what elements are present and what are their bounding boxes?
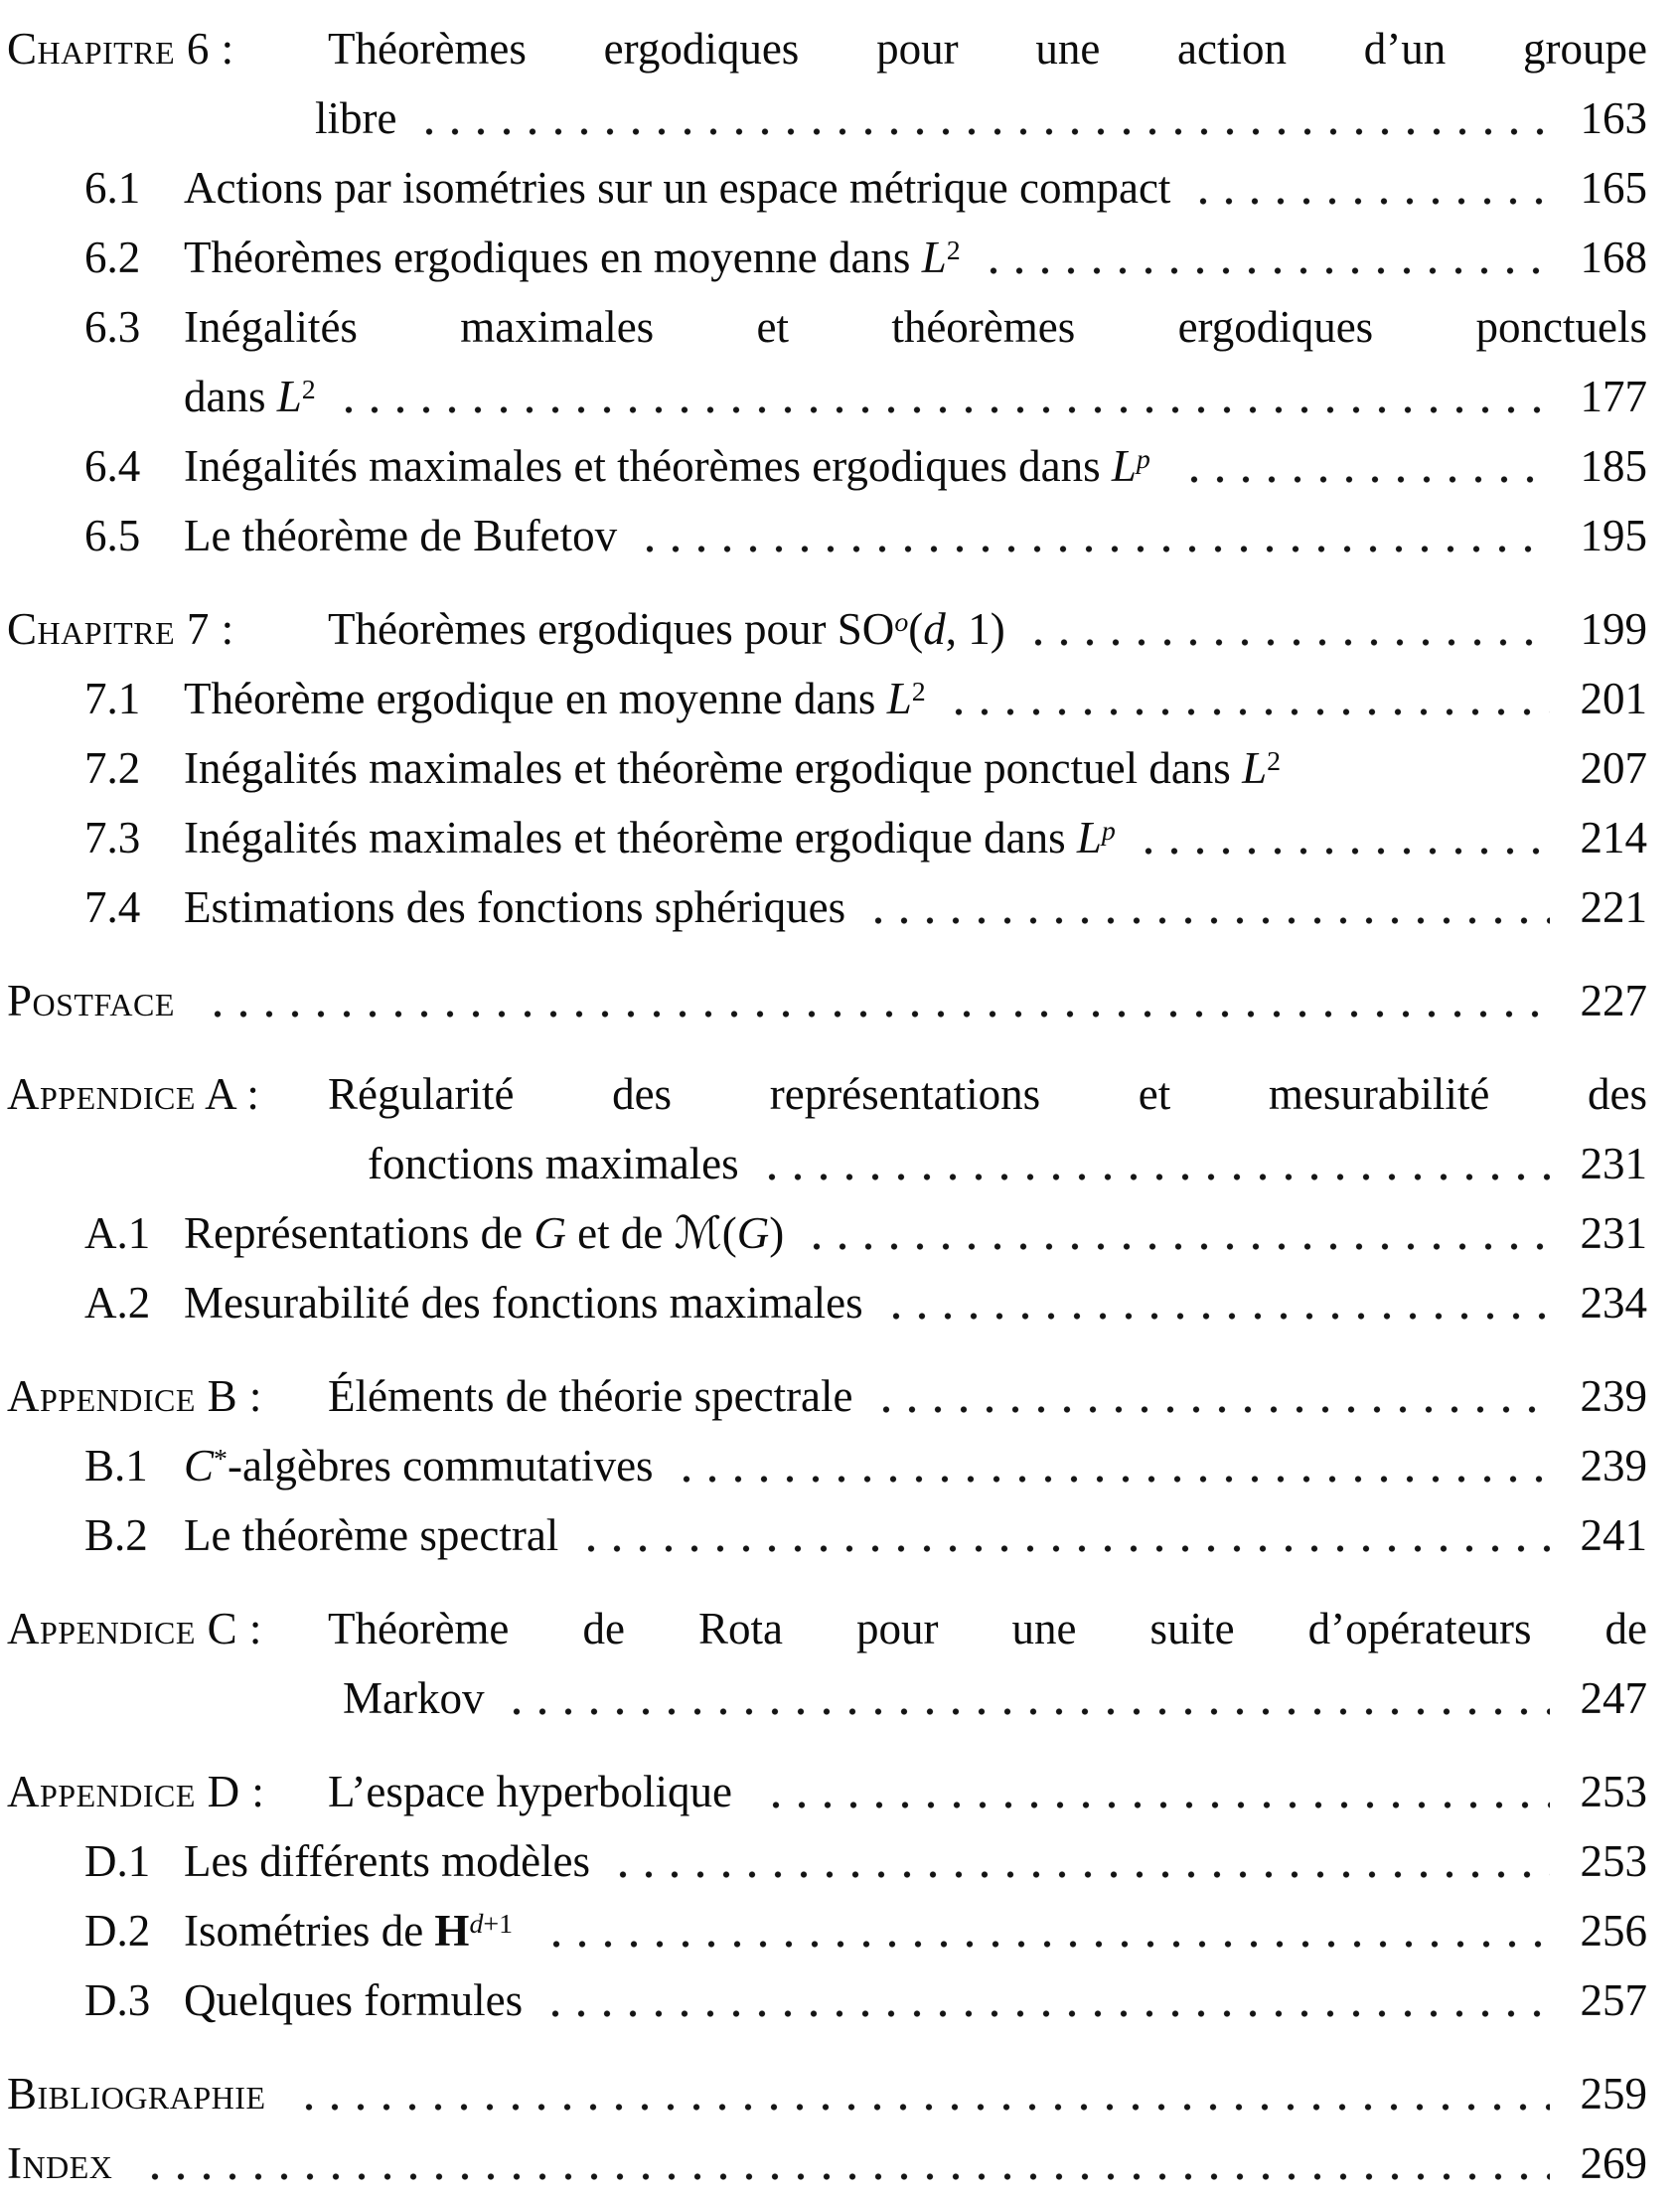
page-number: 257	[1580, 1975, 1647, 2025]
page-number: 201	[1580, 674, 1647, 723]
chapter-label: Chapitre 7 :	[7, 604, 234, 654]
page-number: 195	[1580, 511, 1647, 560]
title-segment: libre	[315, 93, 397, 143]
toc-block-chapitre-7	[7, 594, 1647, 942]
toc-row	[7, 2128, 1647, 2198]
dot-leader	[541, 1896, 1550, 1965]
toc-row	[7, 1965, 1647, 2035]
title-segment: Théorème ergodique en moyenne dans	[184, 674, 887, 723]
title-segment: L	[1076, 813, 1102, 863]
page-number: 239	[1580, 1371, 1647, 1421]
title-segment: fonctions maximales	[368, 1139, 739, 1188]
toc-row	[7, 1757, 1647, 1826]
title-segment: Inégalités maximales et théorème ergodique dans	[184, 813, 1077, 863]
title-segment: ℳ	[674, 1206, 722, 1259]
dot-leader	[608, 1826, 1550, 1896]
toc-row	[7, 1826, 1647, 1896]
title-segment: Estimations des fonctions sphériques	[184, 882, 846, 932]
toc-block-backmatter	[7, 2059, 1647, 2198]
entry-title	[184, 153, 1170, 223]
section-number: A.1	[84, 1208, 151, 1258]
page-number: 199	[1580, 604, 1647, 654]
dot-leader	[863, 872, 1550, 942]
dot-leader	[761, 1757, 1550, 1826]
title-segment: 2	[911, 677, 926, 708]
dot-leader	[414, 83, 1550, 153]
page-number: 231	[1580, 1208, 1647, 1258]
section-number: B.2	[84, 1510, 148, 1560]
title-segment: Les différents modèles	[184, 1836, 591, 1886]
title-segment	[513, 1906, 524, 1956]
entry-title	[184, 223, 961, 292]
toc-row	[7, 2059, 1647, 2128]
toc-row	[7, 501, 1647, 570]
page-number: 163	[1580, 93, 1647, 143]
entry-label: Index	[7, 2138, 113, 2188]
toc-row	[7, 223, 1647, 292]
toc-row	[7, 872, 1647, 942]
toc-row	[7, 362, 1647, 431]
toc-row	[7, 594, 1647, 664]
entry-title	[184, 362, 316, 431]
title-segment: 2	[1267, 746, 1282, 778]
entry-title	[184, 1896, 524, 1965]
entry-title	[184, 1826, 590, 1896]
page-number: 221	[1580, 882, 1647, 932]
dot-leader	[1179, 431, 1550, 501]
title-segment: et de	[565, 1208, 675, 1258]
toc-rows	[7, 14, 1647, 2198]
title-segment: Théorèmes ergodiques pour une action d’un groupe	[328, 24, 1647, 74]
chapter-label: Appendice B :	[7, 1371, 262, 1421]
toc-row	[7, 1198, 1647, 1268]
title-segment: Markov	[343, 1673, 485, 1723]
title-segment: Théorèmes ergodiques pour	[328, 604, 838, 654]
entry-title	[184, 1431, 654, 1500]
page-number: 214	[1580, 813, 1647, 863]
title-segment: C	[184, 1441, 215, 1491]
leader-spacer	[1281, 733, 1564, 803]
title-segment: Quelques formules	[184, 1975, 524, 2025]
section-number: B.1	[84, 1441, 148, 1491]
toc-block-appendice-a	[7, 1059, 1647, 1337]
page-number: 253	[1580, 1836, 1647, 1886]
title-segment: d	[469, 1909, 484, 1941]
title-segment: SO	[837, 604, 895, 654]
title-segment: (	[908, 604, 924, 654]
dot-leader	[140, 2128, 1550, 2198]
page-number: 185	[1580, 441, 1647, 491]
title-segment: G	[534, 1208, 566, 1258]
toc-row	[7, 1896, 1647, 1965]
dot-leader	[1188, 153, 1550, 223]
toc-row	[7, 966, 1647, 1035]
title-segment: L	[886, 674, 912, 723]
entry-label: Postface	[7, 976, 175, 1025]
dot-leader	[672, 1431, 1550, 1500]
toc-row	[7, 664, 1647, 733]
entry-title	[315, 83, 396, 153]
page-number: 241	[1580, 1510, 1647, 1560]
title-segment: )	[769, 1208, 785, 1258]
entry-title	[343, 1663, 484, 1733]
toc-row	[7, 83, 1647, 153]
dot-leader	[294, 2059, 1551, 2128]
title-segment: 2	[301, 375, 316, 406]
entry-title	[328, 1361, 853, 1431]
entry-title	[184, 733, 1281, 803]
section-number: 6.5	[84, 511, 141, 560]
dot-leader	[576, 1500, 1550, 1570]
page-number: 247	[1580, 1673, 1647, 1723]
toc-row	[7, 1500, 1647, 1570]
title-segment: o	[894, 607, 909, 639]
section-number: D.3	[84, 1975, 151, 2025]
title-segment: L	[276, 372, 302, 421]
toc-row	[7, 1663, 1647, 1733]
entry-title	[368, 1129, 739, 1198]
title-segment: dans	[184, 372, 277, 421]
title-segment: Éléments de théorie spectrale	[328, 1371, 853, 1421]
entry-title	[184, 803, 1116, 872]
dot-leader	[502, 1663, 1550, 1733]
entry-title	[328, 1594, 1647, 1663]
page-number: 231	[1580, 1139, 1647, 1188]
title-segment: L	[1111, 441, 1137, 491]
chapter-label: Appendice D :	[7, 1767, 265, 1816]
chapter-label: Appendice C :	[7, 1604, 262, 1653]
dot-leader	[802, 1198, 1550, 1268]
chapter-label: Appendice A :	[7, 1069, 260, 1119]
dot-leader	[944, 664, 1550, 733]
page-number: 269	[1580, 2138, 1647, 2188]
toc-block-chapitre-6	[7, 14, 1647, 570]
title-segment: L	[921, 233, 947, 282]
toc-block-appendice-d	[7, 1757, 1647, 2035]
section-number: 6.1	[84, 163, 141, 213]
dot-leader	[881, 1268, 1550, 1337]
dot-leader	[635, 501, 1550, 570]
page-number: 253	[1580, 1767, 1647, 1816]
toc-row	[7, 1268, 1647, 1337]
title-segment: Inégalités maximales et théorème ergodique ponctuel dans	[184, 743, 1243, 793]
dot-leader	[540, 1965, 1550, 2035]
title-segment: , 1)	[945, 604, 1005, 654]
title-segment: Inégalités maximales et théorèmes ergodiques dans	[184, 441, 1112, 491]
toc-row	[7, 1431, 1647, 1500]
title-segment: Actions par isométries sur un espace métrique compact	[184, 163, 1171, 213]
section-number: 7.3	[84, 813, 141, 863]
title-segment: Mesurabilité des fonctions maximales	[184, 1278, 863, 1328]
toc-row	[7, 733, 1647, 803]
section-number: 7.4	[84, 882, 141, 932]
title-segment: Isométries de	[184, 1906, 435, 1956]
page-number: 256	[1580, 1906, 1647, 1956]
page-number: 168	[1580, 233, 1647, 282]
chapter-label: Chapitre 6 :	[7, 24, 234, 74]
toc-block-appendice-b	[7, 1361, 1647, 1570]
title-segment: -algèbres commutatives	[227, 1441, 654, 1491]
page-number: 177	[1580, 372, 1647, 421]
dot-leader	[203, 966, 1550, 1035]
title-segment: (	[721, 1208, 737, 1258]
entry-title	[184, 292, 1647, 362]
toc-row	[7, 1059, 1647, 1129]
section-number: 6.4	[84, 441, 141, 491]
page-number: 234	[1580, 1278, 1647, 1328]
title-segment: 2	[946, 236, 961, 267]
page-number: 259	[1580, 2069, 1647, 2119]
title-segment: H	[434, 1906, 470, 1956]
dot-leader	[871, 1361, 1550, 1431]
toc-row	[7, 292, 1647, 362]
toc-row	[7, 1129, 1647, 1198]
entry-title	[328, 1757, 743, 1826]
entry-title	[328, 594, 1005, 664]
entry-title	[328, 14, 1647, 83]
toc-block-appendice-c	[7, 1594, 1647, 1733]
toc-row	[7, 431, 1647, 501]
toc-block-postface	[7, 966, 1647, 1035]
title-segment: +1	[483, 1909, 514, 1941]
section-number: 6.2	[84, 233, 141, 282]
title-segment: Théorème de Rota pour une suite d’opérateurs de	[328, 1604, 1647, 1653]
entry-title	[184, 1500, 558, 1570]
title-segment: Le théorème spectral	[184, 1510, 559, 1560]
toc-row	[7, 153, 1647, 223]
title-segment: G	[736, 1208, 770, 1258]
dot-leader	[334, 362, 1550, 431]
entry-title	[184, 1198, 784, 1268]
section-number: D.1	[84, 1836, 151, 1886]
page-number: 207	[1580, 743, 1647, 793]
title-segment: p	[1101, 816, 1116, 848]
entry-title	[328, 1059, 1647, 1129]
dot-leader	[1134, 803, 1550, 872]
dot-leader	[757, 1129, 1550, 1198]
title-segment: p	[1136, 444, 1150, 476]
section-number: 7.1	[84, 674, 141, 723]
section-number: 6.3	[84, 302, 141, 352]
toc-row	[7, 1361, 1647, 1431]
title-segment: L’espace hyperbolique	[328, 1767, 744, 1816]
title-segment: L	[1242, 743, 1268, 793]
dot-leader	[979, 223, 1550, 292]
title-segment: Inégalités maximales et théorèmes ergodiques ponctuels	[184, 302, 1647, 352]
toc-row	[7, 14, 1647, 83]
title-segment: *	[214, 1444, 228, 1476]
entry-title	[184, 1965, 523, 2035]
section-number: A.2	[84, 1278, 151, 1328]
title-segment: Le théorème de Bufetov	[184, 511, 618, 560]
toc-row	[7, 1594, 1647, 1663]
entry-label: Bibliographie	[7, 2069, 266, 2119]
entry-title	[184, 431, 1161, 501]
entry-title	[184, 501, 617, 570]
page-number: 239	[1580, 1441, 1647, 1491]
page-number: 227	[1580, 976, 1647, 1025]
entry-title	[184, 1268, 863, 1337]
section-number: 7.2	[84, 743, 141, 793]
title-segment: Régularité des représentations et mesurabilité des	[328, 1069, 1647, 1119]
dot-leader	[1023, 594, 1550, 664]
title-segment: d	[923, 604, 946, 654]
title-segment: Théorèmes ergodiques en moyenne dans	[184, 233, 922, 282]
section-number: D.2	[84, 1906, 151, 1956]
title-segment: Représentations de	[184, 1208, 535, 1258]
entry-title	[184, 872, 845, 942]
toc-row	[7, 803, 1647, 872]
entry-title	[184, 664, 926, 733]
page-number: 165	[1580, 163, 1647, 213]
title-segment	[1150, 441, 1161, 491]
